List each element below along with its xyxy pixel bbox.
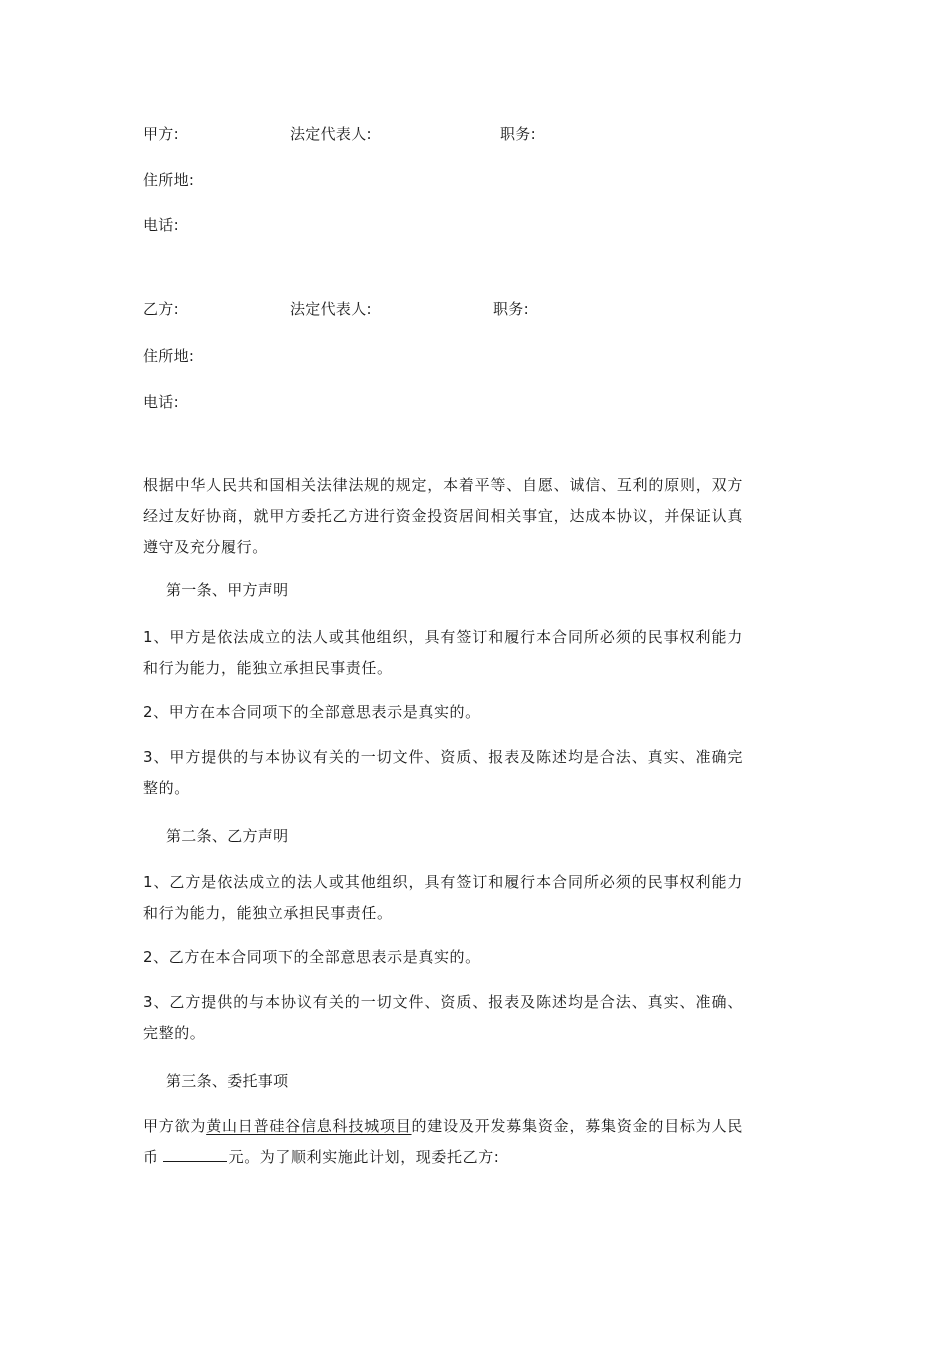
party-a-label: 甲方: — [143, 125, 179, 143]
article-2-item-1: 1、乙方是依法成立的法人或其他组织，具有签订和履行本合同所必须的民事权利能力和行为能力，能独立承担民事责任。 — [143, 873, 743, 922]
party-b-label: 乙方: — [143, 300, 179, 318]
party-b-address-label: 住所地: — [143, 347, 195, 365]
party-a-phone-label: 电话: — [143, 216, 179, 234]
article-1-heading: 第一条、甲方声明 — [166, 581, 289, 599]
party-b-rep-label: 法定代表人: — [290, 300, 372, 318]
party-a-title-label: 职务: — [500, 125, 536, 143]
party-a-rep-label: 法定代表人: — [290, 125, 372, 143]
article-1-item-1: 1、甲方是依法成立的法人或其他组织，具有签订和履行本合同所必须的民事权利能力和行为能力，能独立承担民事责任。 — [143, 628, 743, 677]
amount-blank-field[interactable] — [163, 1147, 227, 1162]
party-b-title-label: 职务: — [493, 300, 529, 318]
article-2-heading: 第二条、乙方声明 — [166, 827, 289, 845]
article-3-text-middle: 的建设及开发募集资金，募集资金的目标为人民币 — [143, 1117, 743, 1166]
party-a-address-label: 住所地: — [143, 171, 195, 189]
article-2-item-3: 3、乙方提供的与本协议有关的一切文件、资质、报表及陈述均是合法、真实、准确、完整的。 — [143, 993, 743, 1042]
preamble-paragraph: 根据中华人民共和国相关法律法规的规定，本着平等、自愿、诚信、互利的原则，双方经过友好协商，就甲方委托乙方进行资金投资居间相关事宜，达成本协议，并保证认真遵守及充分履行。 — [143, 476, 743, 556]
party-b-phone-label: 电话: — [143, 393, 179, 411]
article-3-text-before: 甲方欲为 — [143, 1117, 207, 1135]
article-1-item-3: 3、甲方提供的与本协议有关的一切文件、资质、报表及陈述均是合法、真实、准确完整的。 — [143, 748, 743, 797]
article-3-text-after: 元。为了顺利实施此计划，现委托乙方: — [228, 1148, 500, 1166]
project-name: 黄山日普硅谷信息科技城项目 — [206, 1117, 412, 1135]
article-3-heading: 第三条、委托事项 — [166, 1072, 289, 1090]
article-1-item-2: 2、甲方在本合同项下的全部意思表示是真实的。 — [143, 703, 481, 721]
article-2-item-2: 2、乙方在本合同项下的全部意思表示是真实的。 — [143, 948, 481, 966]
article-3-paragraph — [143, 1111, 743, 1173]
